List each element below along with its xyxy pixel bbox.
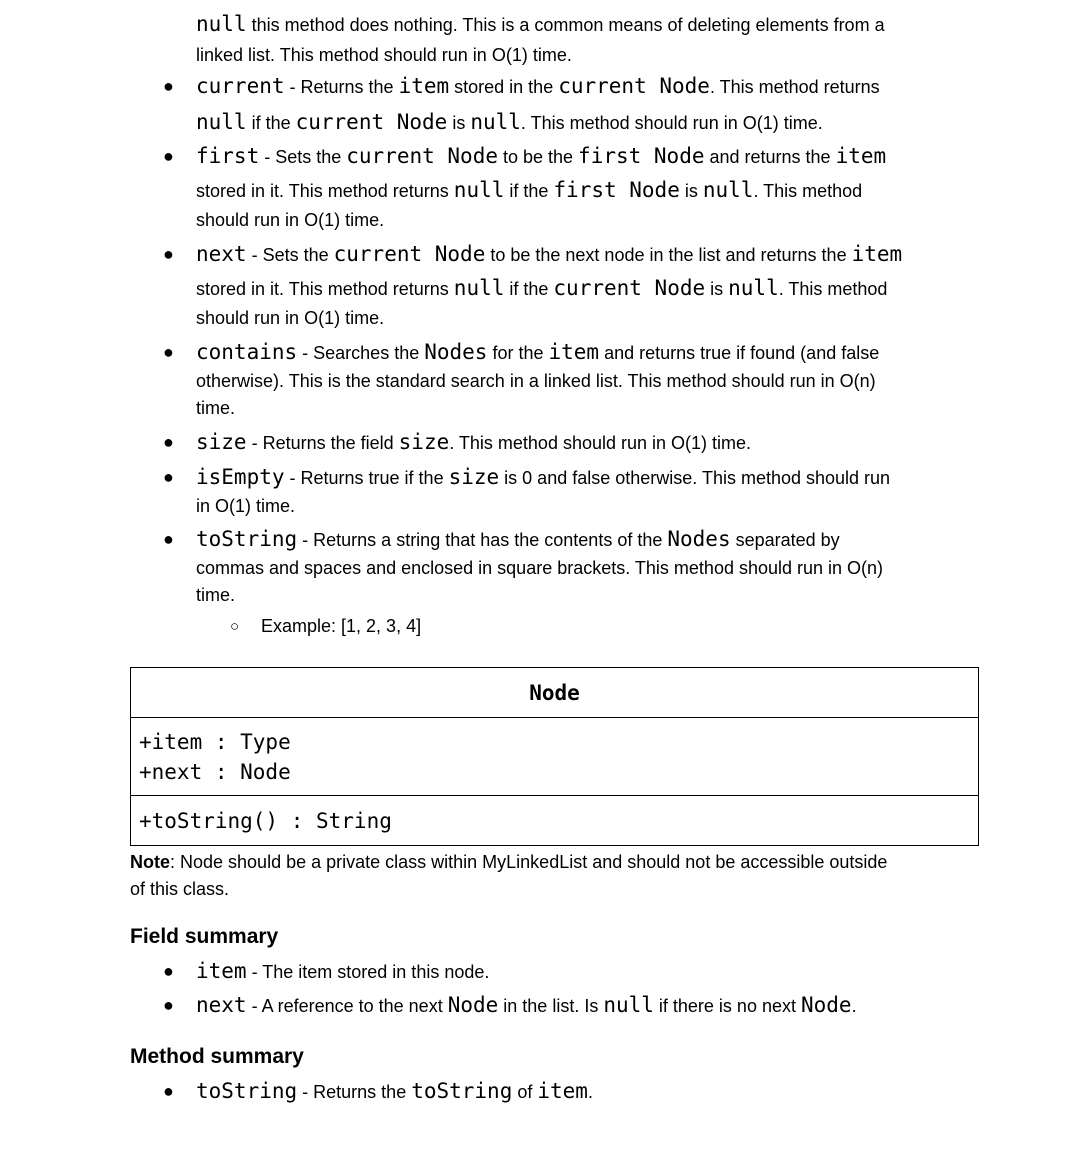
method-name: next — [196, 242, 247, 266]
text: time. — [196, 585, 236, 605]
list-item-next — [163, 240, 976, 333]
text: . — [587, 1082, 593, 1102]
method-summary-heading: Method summary — [130, 1045, 304, 1068]
text: stored in it. This method returns — [196, 279, 454, 299]
text: if the — [246, 113, 296, 133]
code: first Node — [578, 144, 705, 168]
list-item-contains — [163, 338, 976, 422]
code: Node — [447, 993, 499, 1017]
list-item-isempty — [163, 463, 976, 520]
list-item-field-next — [163, 991, 976, 1021]
code: null — [603, 993, 654, 1017]
text: if the — [504, 181, 554, 201]
note-label: Note — [130, 852, 170, 872]
text: of — [512, 1082, 538, 1102]
uml-method: +toString() : String — [131, 796, 979, 846]
bullet-icon: ● — [163, 244, 174, 264]
code: item — [835, 144, 887, 168]
code: size — [398, 430, 450, 454]
text: - Sets the — [246, 245, 334, 265]
bullet-icon: ● — [163, 342, 174, 362]
text: . This method returns — [709, 77, 880, 97]
code: current Node — [558, 74, 710, 98]
text: - Returns the — [284, 77, 399, 97]
text: is — [679, 181, 703, 201]
text: is 0 and false otherwise. This method should run — [499, 468, 891, 488]
text: linked list. This method should run in O(1) time. — [196, 45, 572, 65]
uml-class-diagram — [130, 667, 979, 846]
code: item — [537, 1079, 588, 1103]
code: item — [851, 242, 903, 266]
code: null — [196, 110, 247, 134]
code: item — [548, 340, 600, 364]
code: Nodes — [667, 527, 731, 551]
text: to be the — [497, 147, 579, 167]
text: in O(1) time. — [196, 496, 296, 516]
list-item-current — [163, 72, 976, 138]
code: current Node — [346, 144, 498, 168]
text: - Sets the — [259, 147, 347, 167]
field-name: item — [196, 959, 247, 983]
method-name: first — [196, 144, 260, 168]
text: stored in the — [449, 77, 559, 97]
code: first Node — [553, 178, 680, 202]
note-paragraph — [130, 849, 975, 903]
code: null — [453, 178, 505, 202]
sub-list-item-example — [230, 612, 422, 641]
text: and returns true if found (and false — [599, 343, 880, 363]
list-item-tostring — [163, 525, 976, 609]
text: . This method — [778, 279, 888, 299]
code: Nodes — [424, 340, 488, 364]
text: Example: [1, 2, 3, 4] — [261, 616, 422, 636]
text: . This method — [753, 181, 863, 201]
list-item-method-tostring — [163, 1077, 976, 1107]
text: . This method should run in O(1) time. — [520, 113, 823, 133]
text: . This method should run in O(1) time. — [449, 433, 752, 453]
list-item-field-item — [163, 957, 976, 987]
text: should run in O(1) time. — [196, 308, 385, 328]
text: if the — [504, 279, 554, 299]
sub-bullet-icon: ○ — [230, 618, 240, 635]
code: null — [702, 178, 754, 202]
text: is — [447, 113, 471, 133]
text: of this class. — [130, 879, 230, 899]
code: toString — [411, 1079, 513, 1103]
text: - Returns true if the — [284, 468, 449, 488]
uml-class-name: Node — [131, 668, 979, 718]
code: current Node — [333, 242, 486, 266]
code: null — [728, 276, 779, 300]
text: commas and spaces and enclosed in square brackets. This method should run in O(n) — [196, 558, 884, 578]
uml-fields — [131, 718, 979, 796]
bullet-icon: ● — [163, 467, 174, 487]
uml-field: +item : Type — [139, 729, 291, 754]
code: Node — [800, 993, 852, 1017]
method-name: current — [196, 74, 285, 98]
bullet-icon: ● — [163, 961, 174, 981]
bullet-icon: ● — [163, 529, 174, 549]
text: - The item stored in this node. — [246, 962, 490, 982]
text: - Returns a string that has the contents of the — [297, 530, 668, 550]
text: in the list. Is — [498, 996, 604, 1016]
field-summary-heading: Field summary — [130, 925, 279, 948]
method-name: toString — [196, 527, 298, 551]
text: separated by — [730, 530, 840, 550]
text: - Returns the field — [246, 433, 399, 453]
text: . — [851, 996, 857, 1016]
list-item-first — [163, 142, 976, 235]
method-name: contains — [196, 340, 298, 364]
text: otherwise). This is the standard search in a linked list. This method should run in O(n) — [196, 371, 876, 391]
code: item — [398, 74, 450, 98]
code: null — [453, 276, 505, 300]
bullet-icon: ● — [163, 146, 174, 166]
bullet-icon: ● — [163, 995, 174, 1015]
text: - Returns the — [297, 1082, 412, 1102]
text-line — [196, 41, 572, 70]
text: to be the next node in the list and returns the — [485, 245, 852, 265]
list-item-size — [163, 428, 976, 458]
code: size — [448, 465, 500, 489]
text: is — [705, 279, 729, 299]
text: time. — [196, 398, 236, 418]
text: - A reference to the next — [246, 996, 448, 1016]
bullet-icon: ● — [163, 76, 174, 96]
code: current Node — [295, 110, 448, 134]
text: : Node should be a private class within MyLinkedList and should not be accessible outside — [170, 852, 888, 872]
text: - Searches the — [297, 343, 425, 363]
uml-field: +next : Node — [139, 759, 291, 784]
text: and returns the — [704, 147, 836, 167]
code: current Node — [553, 276, 706, 300]
method-name: isEmpty — [196, 465, 285, 489]
bullet-icon: ● — [163, 1081, 174, 1101]
method-name: toString — [196, 1079, 298, 1103]
text: if there is no next — [653, 996, 801, 1016]
text-line — [196, 10, 885, 40]
text: should run in O(1) time. — [196, 210, 385, 230]
text: stored in it. This method returns — [196, 181, 454, 201]
field-name: next — [196, 993, 247, 1017]
bullet-icon: ● — [163, 432, 174, 452]
text: this method does nothing. This is a common means of deleting elements from a — [246, 15, 885, 35]
method-name: size — [196, 430, 247, 454]
code-null: null — [196, 12, 247, 36]
code: null — [470, 110, 521, 134]
text: for the — [487, 343, 549, 363]
